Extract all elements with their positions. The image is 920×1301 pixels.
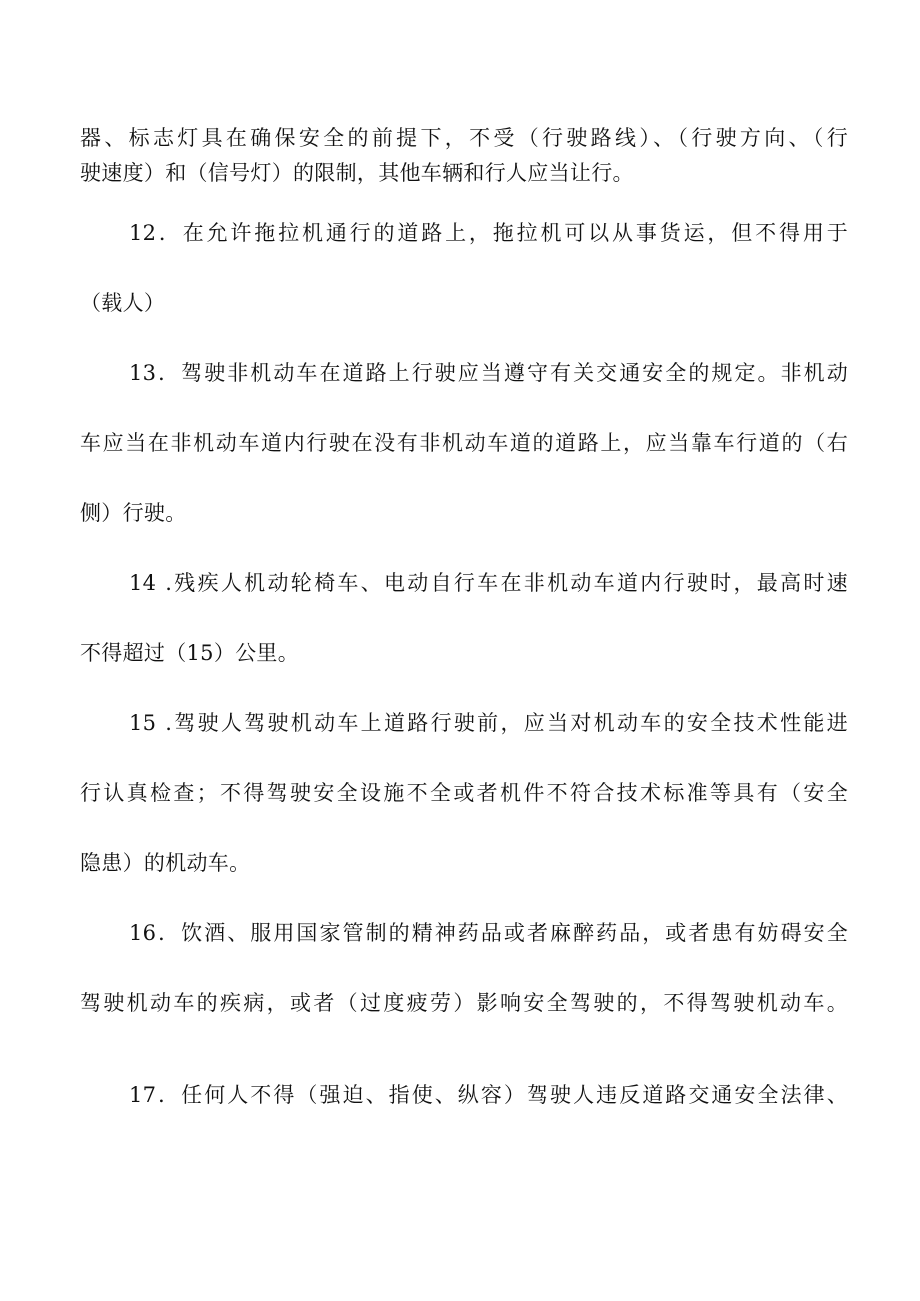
p13-line-1: 13．驾驶非机动车在道路上行驶应当遵守有关交通安全的规定。非机动 — [129, 361, 848, 385]
p16-line-1: 16．饮酒、服用国家管制的精神药品或者麻醉药品，或者患有妨碍安全 — [129, 921, 848, 945]
p15-line-3: 隐患）的机动车。 — [80, 851, 251, 875]
p11-line-1: 器、标志灯具在确保安全的前提下，不受（行驶路线）、（行驶方向、（行 — [80, 126, 848, 150]
p17-line-1: 17．任何人不得（强迫、指使、纵容）驾驶人违反道路交通安全法律、 — [129, 1083, 848, 1107]
p15-line-2: 行认真检查；不得驾驶安全设施不全或者机件不符合技术标准等具有（安全 — [80, 781, 848, 805]
p12-line-1: 12．在允许拖拉机通行的道路上，拖拉机可以从事货运，但不得用于 — [129, 221, 848, 245]
p12-line-2: （载人） — [80, 291, 166, 315]
p16-line-2: 驾驶机动车的疾病，或者（过度疲劳）影响安全驾驶的，不得驾驶机动车。 — [80, 991, 848, 1015]
p13-line-2: 车应当在非机动车道内行驶在没有非机动车道的道路上，应当靠车行道的（右 — [80, 431, 848, 455]
p14-line-1: 14 .残疾人机动轮椅车、电动自行车在非机动车道内行驶时，最高时速 — [129, 571, 848, 595]
p15-line-1: 15 .驾驶人驾驶机动车上道路行驶前，应当对机动车的安全技术性能进 — [129, 711, 848, 735]
p14-line-2: 不得超过（15）公里。 — [80, 641, 300, 665]
p11-line-2: 驶速度）和（信号灯）的限制，其他车辆和行人应当让行。 — [80, 161, 634, 185]
p13-line-3: 侧）行驶。 — [80, 501, 187, 525]
